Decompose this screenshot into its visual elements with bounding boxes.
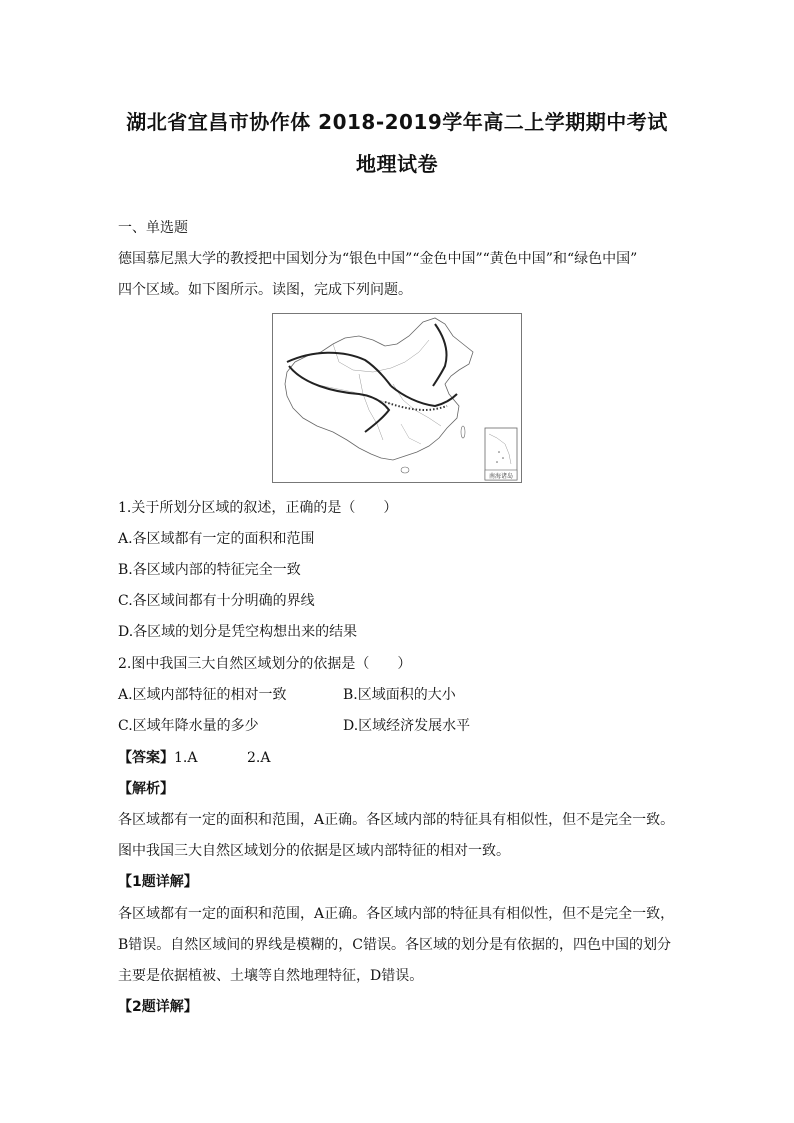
q1-option-d: D.各区域的划分是凭空构想出来的结果 [118, 624, 358, 640]
answer-1: 1.A [174, 750, 198, 766]
q2-option-c: C.区域年降水量的多少 [118, 718, 259, 734]
answer-row [118, 748, 197, 768]
page-title: 湖北省宜昌市协作体 2018-2019学年高二上学期期中考试 [126, 110, 668, 134]
page-subtitle: 地理试卷 [356, 152, 438, 176]
answer-label: 【答案】 [118, 750, 174, 766]
inset-label: 南海诸岛 [488, 473, 514, 480]
q1-option-b: B.各区域内部的特征完全一致 [118, 562, 301, 578]
detail-1-line-3: 主要是依据植被、土壤等自然地理特征，D错误。 [118, 968, 424, 984]
question-2-stem: 2.图中我国三大自然区域划分的依据是（ ） [118, 656, 412, 672]
china-map-illustration [273, 314, 521, 482]
intro-line-2: 四个区域。如下图所示。读图，完成下列问题。 [118, 282, 412, 298]
detail-1-line-2: B错误。自然区域间的界线是模糊的，C错误。各区域的划分是有依据的，四色中国的划分 [118, 937, 671, 953]
answer-2: 2.A [247, 750, 271, 766]
q1-option-c: C.各区域间都有十分明确的界线 [118, 593, 315, 609]
detail-1-line-1: 各区域都有一定的面积和范围，A正确。各区域内部的特征具有相似性，但不是完全一致， [118, 906, 675, 922]
q2-option-a: A.区域内部特征的相对一致 [118, 687, 287, 703]
section-heading: 一、单选题 [118, 220, 188, 236]
analysis-label: 【解析】 [118, 781, 174, 797]
analysis-line-1: 各区域都有一定的面积和范围，A正确。各区域内部的特征具有相似性，但不是完全一致。 [118, 812, 675, 828]
china-region-map [272, 313, 522, 483]
detail-1-label: 【1题详解】 [118, 874, 198, 890]
intro-line-1: 德国慕尼黑大学的教授把中国划分为“银色中国”“金色中国”“黄色中国”和“绿色中国” [118, 251, 638, 267]
question-1-stem: 1.关于所划分区域的叙述，正确的是（ ） [118, 500, 398, 516]
analysis-line-2: 图中我国三大自然区域划分的依据是区域内部特征的相对一致。 [118, 843, 510, 859]
detail-2-label: 【2题详解】 [118, 999, 198, 1015]
q2-option-d: D.区域经济发展水平 [343, 718, 471, 734]
q2-option-b: B.区域面积的大小 [343, 687, 456, 703]
q1-option-a: A.各区域都有一定的面积和范围 [118, 531, 315, 547]
